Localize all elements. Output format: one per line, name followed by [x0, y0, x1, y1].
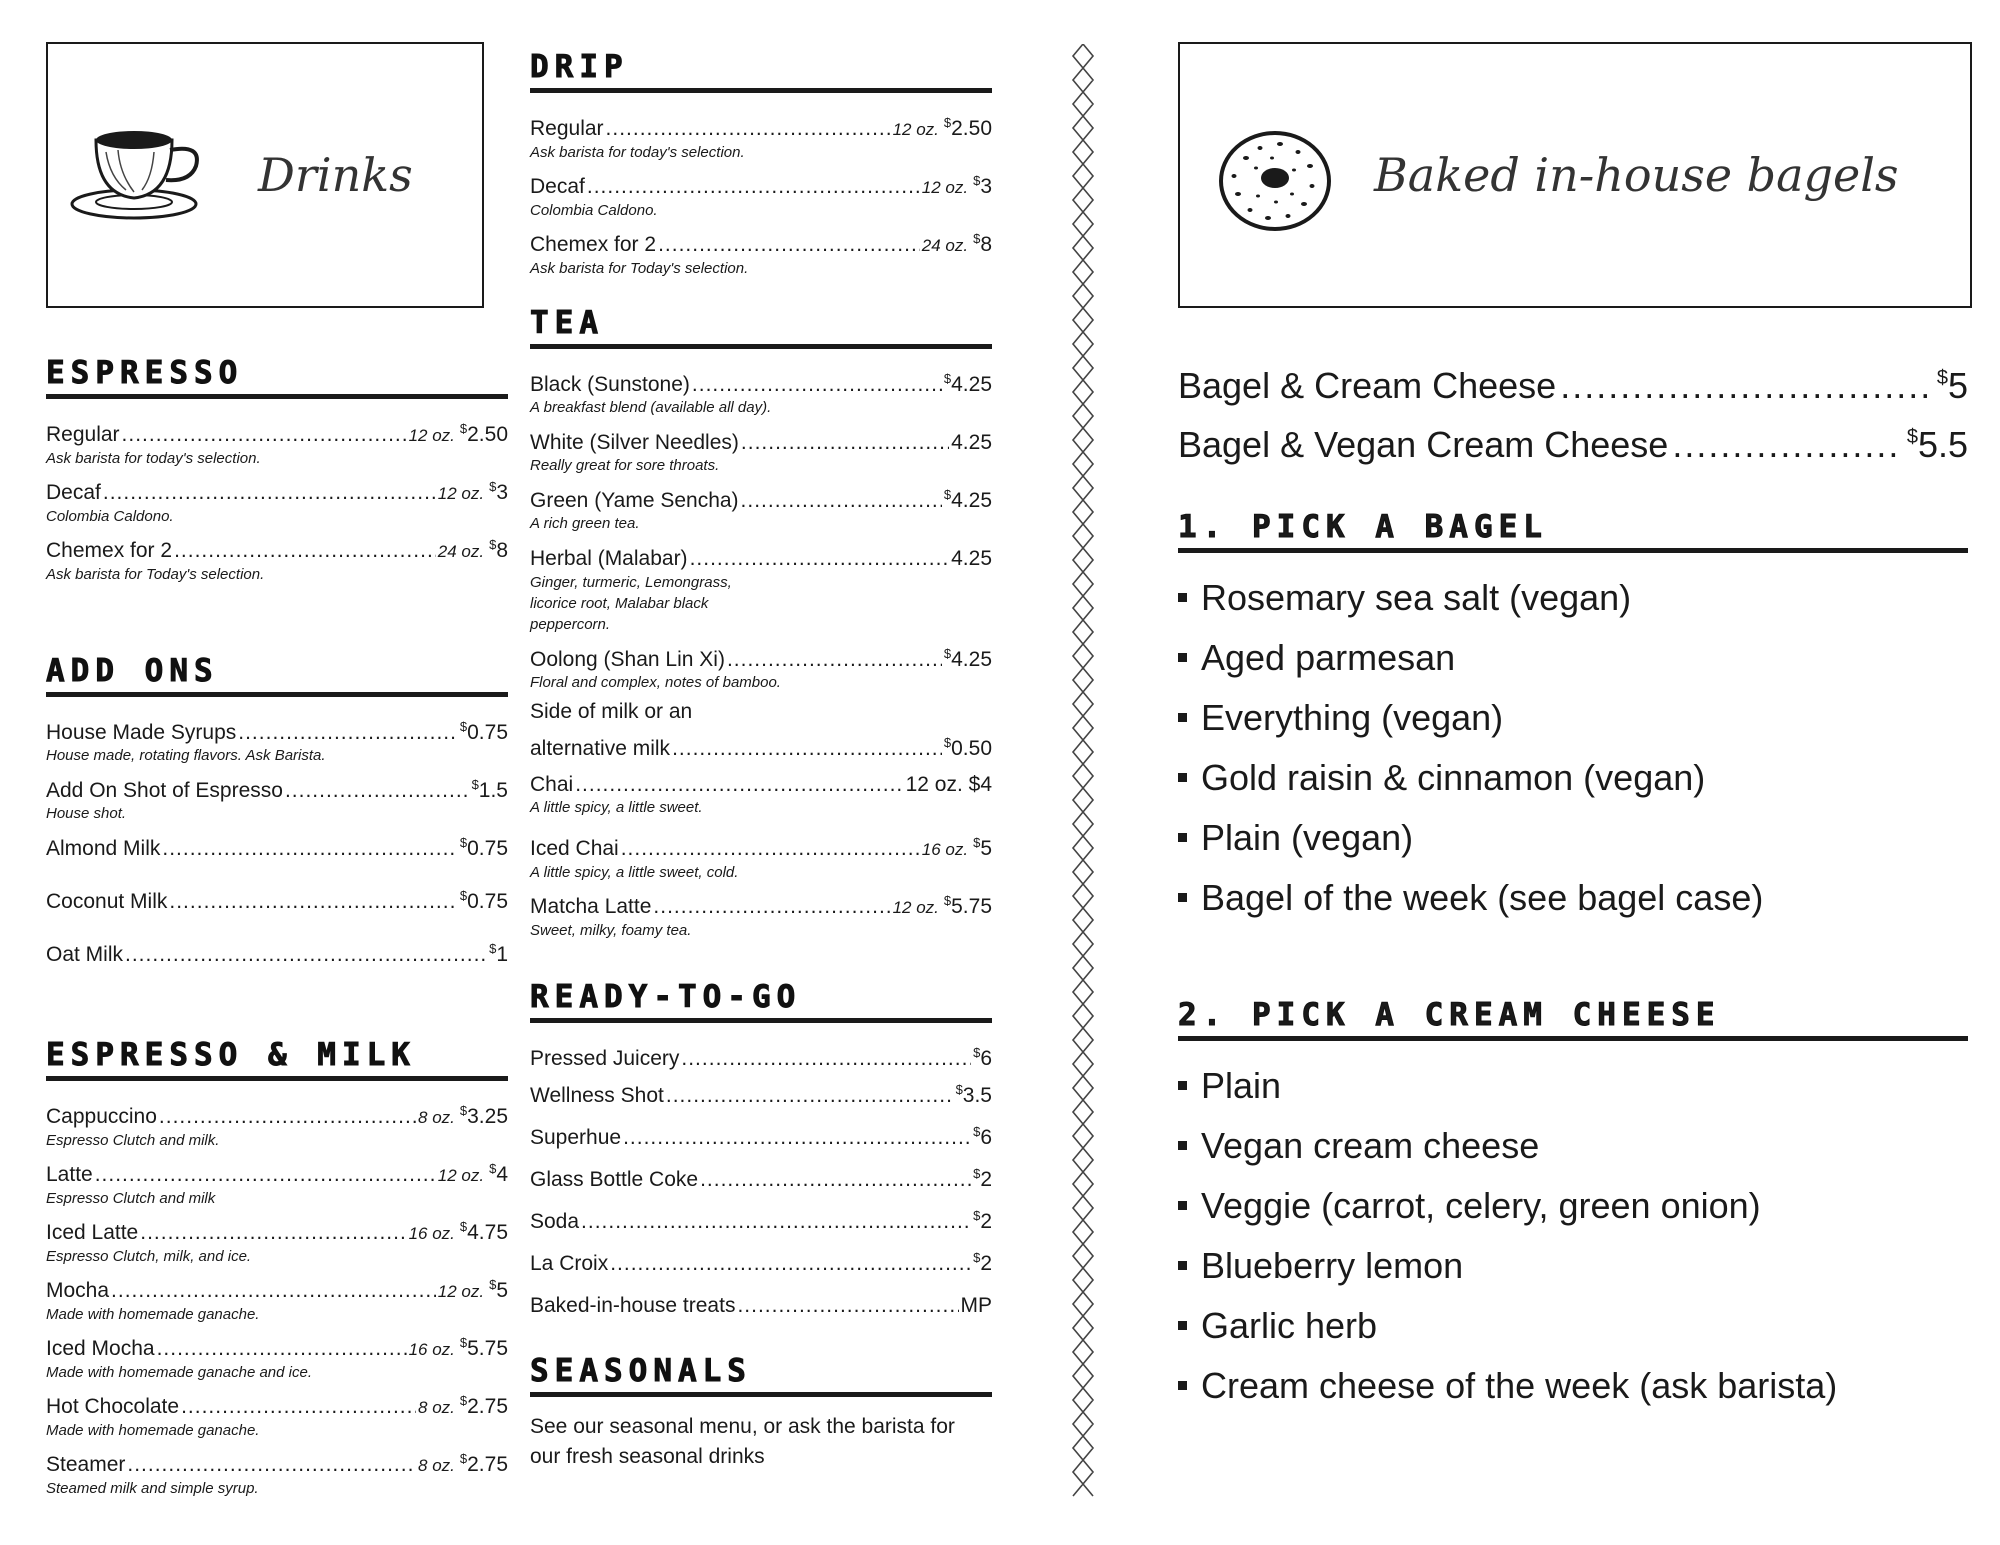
list-item	[1178, 816, 1413, 860]
currency: $	[943, 735, 952, 750]
menu-item	[530, 168, 992, 220]
item-desc: licorice root, Malabar black	[530, 595, 709, 612]
menu-item	[46, 1330, 508, 1382]
item-size: 8 oz.	[418, 1108, 455, 1127]
item-price: 4.25	[951, 489, 992, 512]
item-desc: Ginger, turmeric, Lemongrass,	[530, 574, 732, 591]
bagel-price-row	[1178, 415, 1968, 467]
item-name: Side of milk or an	[530, 700, 693, 723]
item-name: Black (Sunstone)	[530, 373, 690, 396]
bagels-title-box	[1178, 42, 1972, 308]
item-price: 2	[980, 1210, 992, 1233]
item-name: Superhue	[530, 1126, 622, 1149]
currency: $	[471, 777, 479, 792]
item-price: 5	[980, 837, 992, 860]
item-name: Green (Yame Sencha)	[530, 489, 739, 512]
item-size: 16 oz.	[921, 840, 969, 859]
currency: $	[943, 893, 952, 908]
espresso-title: ESPRESSO	[46, 354, 508, 399]
item-price: 2.50	[467, 423, 508, 446]
item-name: Iced Mocha	[46, 1337, 155, 1360]
item-desc: A breakfast blend (available all day).	[530, 399, 772, 416]
menu-item	[530, 1119, 992, 1151]
item-name: Soda	[530, 1210, 580, 1233]
item-name: Steamer	[46, 1453, 126, 1476]
item-price: 1	[496, 943, 508, 966]
coffee-cup-icon	[66, 122, 216, 222]
item-price: 4.75	[467, 1221, 508, 1244]
item-name: Herbal (Malabar)	[530, 547, 688, 570]
seasonals-line-2: our fresh seasonal drinks	[530, 1445, 765, 1468]
item-price: 5.75	[951, 895, 992, 918]
item-name: Almond Milk	[46, 837, 161, 860]
drinks-label: Drinks	[258, 148, 413, 202]
item-price: 8	[980, 233, 992, 256]
list-item-label: Veggie (carrot, celery, green onion)	[1201, 1185, 1761, 1226]
ready-to-go-title: READY-TO-GO	[530, 978, 992, 1023]
currency: $	[459, 421, 468, 436]
item-size: 12 oz.	[921, 178, 969, 197]
currency: $	[973, 1208, 981, 1223]
currency: $	[973, 1166, 981, 1181]
item-price: 4.25	[951, 431, 992, 454]
menu-item	[530, 1077, 992, 1109]
item-desc: Floral and complex, notes of bamboo.	[530, 674, 781, 691]
list-item	[1178, 636, 1455, 680]
item-price: 2.75	[467, 1395, 508, 1418]
item-name: Glass Bottle Coke	[530, 1168, 699, 1191]
item-name: Decaf	[530, 175, 585, 198]
item-price: 4	[496, 1163, 508, 1186]
currency: $	[459, 1393, 468, 1408]
item-size: 16 oz.	[408, 1224, 455, 1243]
item-price: 5.75	[467, 1337, 508, 1360]
item-name: Baked-in-house treats	[530, 1294, 736, 1317]
item-name: Chai	[530, 773, 574, 796]
currency: $	[973, 1124, 981, 1139]
item-name: White (Silver Needles)	[530, 431, 739, 454]
menu-item	[46, 1446, 508, 1498]
item-name: Bagel & Cream Cheese	[1178, 365, 1557, 406]
currency: $	[973, 231, 981, 246]
menu-item	[46, 883, 508, 915]
menu-item	[530, 366, 992, 417]
currency: $	[973, 1250, 981, 1265]
item-price: 4.25	[951, 373, 992, 396]
menu-item	[530, 540, 992, 635]
currency: $	[973, 1045, 981, 1060]
currency: $	[459, 1219, 468, 1234]
menu-item	[46, 532, 508, 584]
item-size: 8 oz.	[418, 1398, 455, 1417]
currency: $	[943, 646, 952, 661]
item-name: Hot Chocolate	[46, 1395, 180, 1418]
menu-item	[530, 772, 992, 817]
menu-item	[530, 1287, 992, 1319]
seasonals-text	[530, 1412, 992, 1472]
item-name: Add On Shot of Espresso	[46, 779, 283, 802]
list-item-label: Blueberry lemon	[1201, 1245, 1464, 1286]
item-price: 3	[496, 481, 508, 504]
zigzag-divider	[1066, 44, 1100, 1504]
item-name: Chemex for 2	[530, 233, 657, 256]
bagel-price-row	[1178, 356, 1968, 408]
list-item	[1178, 1364, 1837, 1408]
menu-item	[530, 424, 992, 475]
menu-item	[530, 830, 992, 882]
list-item	[1178, 1304, 1377, 1348]
currency: $	[943, 487, 952, 502]
menu-item	[46, 474, 508, 526]
item-size: 24 oz.	[437, 542, 485, 561]
item-desc: Colombia Caldono.	[46, 508, 174, 525]
bagels-label: Baked in-house bagels	[1374, 148, 1899, 202]
item-name: Chemex for 2	[46, 539, 173, 562]
item-desc: Ask barista for Today's selection.	[530, 260, 749, 277]
menu-item	[46, 1214, 508, 1266]
item-desc: Made with homemade ganache.	[46, 1306, 260, 1323]
item-size: 24 oz.	[921, 236, 969, 255]
currency: $	[943, 371, 952, 386]
list-item-label: Plain (vegan)	[1201, 817, 1414, 858]
item-price: 0.75	[467, 721, 508, 744]
item-desc: Made with homemade ganache and ice.	[46, 1364, 313, 1381]
currency: $	[973, 835, 981, 850]
item-desc: Espresso Clutch and milk.	[46, 1132, 220, 1149]
espresso-milk-title: ESPRESSO & MILK	[46, 1036, 508, 1081]
item-name: Mocha	[46, 1279, 110, 1302]
item-name: Oat Milk	[46, 943, 124, 966]
item-name: Regular	[530, 117, 604, 140]
item-name: House Made Syrups	[46, 721, 237, 744]
seasonals-title: SEASONALS	[530, 1352, 992, 1397]
currency: $	[1906, 426, 1918, 448]
currency: $	[943, 115, 952, 130]
currency: $	[459, 1451, 468, 1466]
menu-item	[46, 416, 508, 468]
list-item	[1178, 756, 1705, 800]
item-name: alternative milk	[530, 737, 671, 760]
item-price: 0.75	[467, 890, 508, 913]
item-price: 2.75	[467, 1453, 508, 1476]
list-item-label: Gold raisin & cinnamon (vegan)	[1201, 757, 1706, 798]
item-desc: Sweet, milky, foamy tea.	[530, 922, 692, 939]
list-item-label: Aged parmesan	[1201, 637, 1456, 678]
menu-item	[46, 936, 508, 968]
item-name: Pressed Juicery	[530, 1047, 680, 1070]
list-item	[1178, 1244, 1463, 1288]
item-desc: Espresso Clutch and milk	[46, 1190, 216, 1207]
menu-item	[530, 482, 992, 533]
item-price: 2	[980, 1168, 992, 1191]
item-size: 12 oz.	[437, 1166, 485, 1185]
item-desc: A little spicy, a little sweet, cold.	[530, 864, 739, 881]
item-name: Bagel & Vegan Cream Cheese	[1178, 424, 1669, 465]
list-item-label: Rosemary sea salt (vegan)	[1201, 577, 1632, 618]
menu-item	[46, 1098, 508, 1150]
currency: $	[489, 941, 497, 956]
seasonals-line-1: See our seasonal menu, or ask the barista for	[530, 1415, 955, 1438]
item-price: 0.50	[951, 737, 992, 760]
item-desc: House made, rotating flavors. Ask Barista.	[46, 747, 326, 764]
item-name: Oolong (Shan Lin Xi)	[530, 648, 725, 671]
item-price: 1.5	[478, 779, 508, 802]
item-price: 3.5	[962, 1084, 992, 1107]
list-item-label: Garlic herb	[1201, 1305, 1378, 1346]
item-price: 4.25	[951, 648, 992, 671]
menu-item	[46, 1272, 508, 1324]
item-name: Iced Latte	[46, 1221, 139, 1244]
item-name: Wellness Shot	[530, 1084, 664, 1107]
item-size: 12 oz.	[437, 1282, 485, 1301]
item-desc: Colombia Caldono.	[530, 202, 658, 219]
currency: $	[459, 1103, 468, 1118]
menu-item	[46, 830, 508, 862]
currency: $	[459, 1335, 468, 1350]
menu-item	[530, 110, 992, 162]
menu-item	[530, 1161, 992, 1193]
tea-title: TEA	[530, 304, 992, 349]
menu-item	[46, 1388, 508, 1440]
currency: $	[489, 537, 497, 552]
item-price: 5	[1947, 365, 1968, 406]
menu-item	[530, 641, 992, 692]
item-desc: Ask barista for Today's selection.	[46, 566, 265, 583]
item-price: MP	[960, 1294, 992, 1317]
list-item	[1178, 1124, 1539, 1168]
menu-item	[530, 1040, 992, 1072]
item-desc: Ask barista for today's selection.	[46, 450, 261, 467]
menu-item	[530, 1245, 992, 1277]
menu-item	[530, 888, 992, 940]
item-size: 16 oz.	[408, 1340, 455, 1359]
menu-item	[530, 226, 992, 278]
currency: $	[459, 888, 468, 903]
item-desc: Steamed milk and simple syrup.	[46, 1480, 259, 1497]
item-name: Latte	[46, 1163, 93, 1186]
item-size: 12 oz.	[437, 484, 485, 503]
currency: $	[955, 1082, 963, 1097]
item-price: 5.5	[1917, 424, 1968, 465]
currency: $	[489, 1277, 497, 1292]
add-ons-title: ADD ONS	[46, 652, 508, 697]
item-desc: Made with homemade ganache.	[46, 1422, 260, 1439]
item-size: 12 oz.	[892, 120, 939, 139]
item-price: 12 oz. $4	[905, 773, 992, 796]
item-desc: A little spicy, a little sweet.	[530, 799, 703, 816]
item-price: 5	[496, 1279, 508, 1302]
item-price: 0.75	[467, 837, 508, 860]
menu-item	[530, 1203, 992, 1235]
currency: $	[489, 479, 497, 494]
item-price: 6	[980, 1047, 992, 1070]
currency: $	[459, 719, 468, 734]
currency: $	[1936, 367, 1948, 389]
item-desc: A rich green tea.	[530, 515, 640, 532]
item-size: 8 oz.	[418, 1456, 455, 1475]
list-item-label: Plain	[1201, 1065, 1282, 1106]
list-item-label: Everything (vegan)	[1201, 697, 1504, 738]
drip-title: DRIP	[530, 48, 992, 93]
item-desc: House shot.	[46, 805, 127, 822]
currency: $	[973, 173, 981, 188]
item-name: La Croix	[530, 1252, 609, 1275]
item-name: Decaf	[46, 481, 101, 504]
drinks-title-box	[46, 42, 484, 308]
item-price: 2	[980, 1252, 992, 1275]
menu-item	[46, 714, 508, 765]
item-price: 3	[980, 175, 992, 198]
item-desc: Espresso Clutch, milk, and ice.	[46, 1248, 252, 1265]
item-name: Cappuccino	[46, 1105, 157, 1128]
bagel-icon	[1216, 128, 1334, 234]
list-item	[1178, 1184, 1761, 1228]
list-item	[1178, 1064, 1281, 1108]
currency: $	[459, 835, 468, 850]
item-desc: Ask barista for today's selection.	[530, 144, 745, 161]
item-price: 6	[980, 1126, 992, 1149]
menu-item	[46, 1156, 508, 1208]
menu-item	[46, 772, 508, 823]
list-item	[1178, 576, 1631, 620]
item-price: 4.25	[951, 547, 992, 570]
menu-item	[530, 699, 992, 762]
item-price: 2.50	[951, 117, 992, 140]
list-item	[1178, 696, 1503, 740]
item-name: Iced Chai	[530, 837, 619, 860]
item-name: Regular	[46, 423, 120, 446]
pick-cream-title: 2. PICK A CREAM CHEESE	[1178, 996, 1968, 1041]
item-name: Coconut Milk	[46, 890, 168, 913]
list-item-label: Cream cheese of the week (ask barista)	[1201, 1365, 1838, 1406]
list-item	[1178, 876, 1763, 920]
item-price: 8	[496, 539, 508, 562]
item-desc: peppercorn.	[530, 616, 611, 633]
currency: $	[489, 1161, 497, 1176]
pick-bagel-title: 1. PICK A BAGEL	[1178, 508, 1968, 553]
item-price: 3.25	[467, 1105, 508, 1128]
item-size: 12 oz.	[408, 426, 455, 445]
list-item-label: Vegan cream cheese	[1201, 1125, 1540, 1166]
item-name: Matcha Latte	[530, 895, 652, 918]
item-size: 12 oz.	[892, 898, 939, 917]
list-item-label: Bagel of the week (see bagel case)	[1201, 877, 1764, 918]
item-desc: Really great for sore throats.	[530, 457, 720, 474]
